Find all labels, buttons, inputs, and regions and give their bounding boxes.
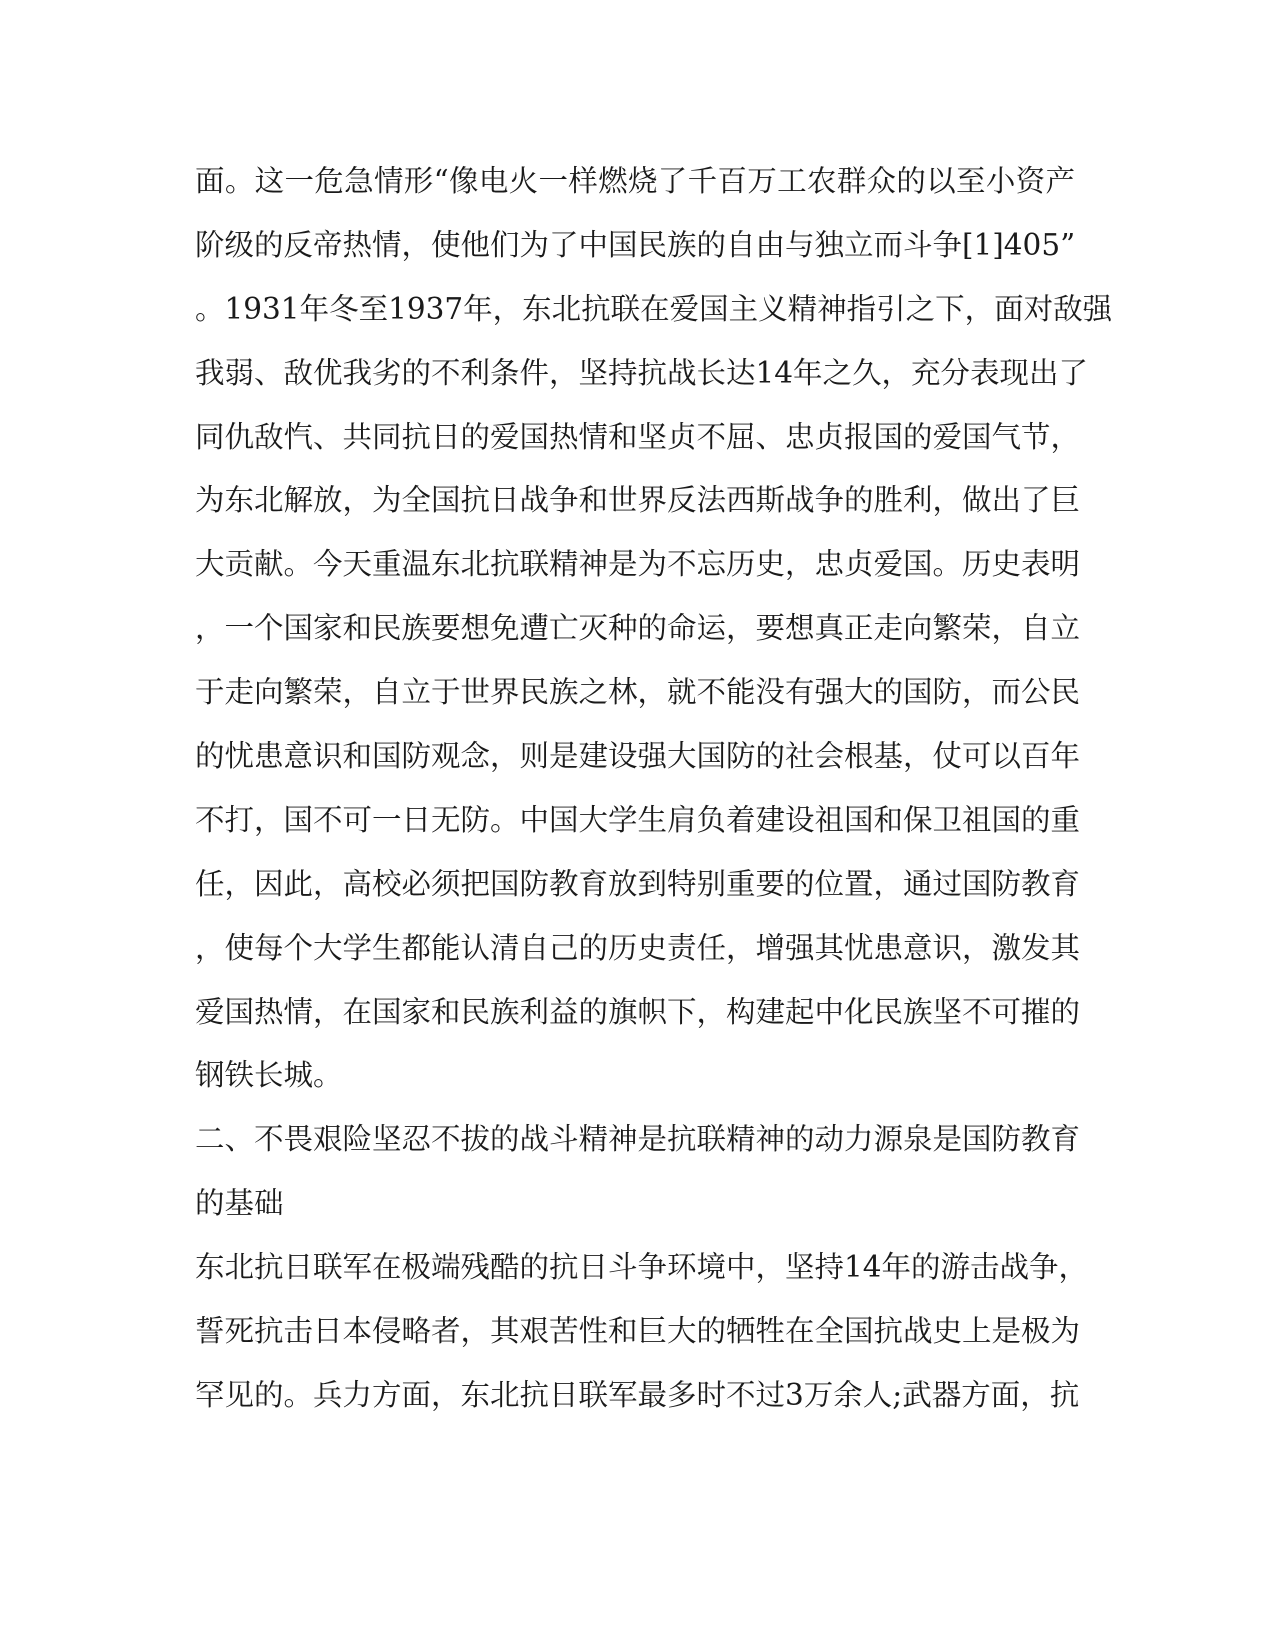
paragraph-1 (195, 150, 1113, 1108)
paragraph-line: 钢铁长城。 (195, 1058, 343, 1093)
paragraph-2 (195, 1236, 1089, 1428)
paragraph-line: 。1931年冬至1937年，东北抗联在爱国主义精神指引之下，面对敌强 (195, 291, 1113, 326)
paragraph-line: 爱国热情，在国家和民族利益的旗帜下，构建起中化民族坚不可摧的 (195, 994, 1081, 1029)
paragraph-line: 不打，国不可一日无防。中国大学生肩负着建设祖国和保卫祖国的重 (195, 802, 1081, 837)
section-heading (195, 1108, 1081, 1236)
paragraph-line: 大贡献。今天重温东北抗联精神是为不忘历史，忠贞爱国。历史表明 (195, 547, 1081, 582)
paragraph-line: 阶级的反帝热情，使他们为了中国民族的自由与独立而斗争[1]405” (195, 227, 1076, 262)
paragraph-line: 面。这一危急情形“像电火一样燃烧了千百万工农群众的以至小资产 (195, 164, 1075, 198)
paragraph-line: 我弱、敌优我劣的不利条件，坚持抗战长达14年之久，充分表现出了 (195, 355, 1089, 390)
heading-line: 的基础 (195, 1186, 284, 1221)
paragraph-line: 任，因此，高校必须把国防教育放到特别重要的位置，通过国防教育 (195, 866, 1081, 901)
paragraph-line: 东北抗日联军在极端残酷的抗日斗争环境中，坚持14年的游击战争， (195, 1250, 1089, 1285)
paragraph-line: ，使每个大学生都能认清自己的历史责任，增强其忧患意识，激发其 (195, 930, 1081, 965)
paragraph-line: 誓死抗击日本侵略者，其艰苦性和巨大的牺牲在全国抗战史上是极为 (195, 1314, 1081, 1349)
paragraph-line: 的忧患意识和国防观念，则是建设强大国防的社会根基，仗可以百年 (195, 739, 1081, 774)
document-body (195, 150, 1113, 1428)
paragraph-line: ，一个国家和民族要想免遭亡灭种的命运，要想真正走向繁荣，自立 (195, 611, 1081, 646)
paragraph-line: 为东北解放，为全国抗日战争和世界反法西斯战争的胜利，做出了巨 (195, 483, 1081, 518)
paragraph-line: 同仇敌忾、共同抗日的爱国热情和坚贞不屈、忠贞报国的爱国气节， (195, 419, 1081, 454)
heading-line: 二、不畏艰险坚忍不拔的战斗精神是抗联精神的动力源泉是国防教育 (195, 1122, 1081, 1157)
paragraph-line: 罕见的。兵力方面，东北抗日联军最多时不过3万余人;武器方面，抗 (195, 1377, 1080, 1412)
paragraph-line: 于走向繁荣，自立于世界民族之林，就不能没有强大的国防，而公民 (195, 675, 1081, 710)
